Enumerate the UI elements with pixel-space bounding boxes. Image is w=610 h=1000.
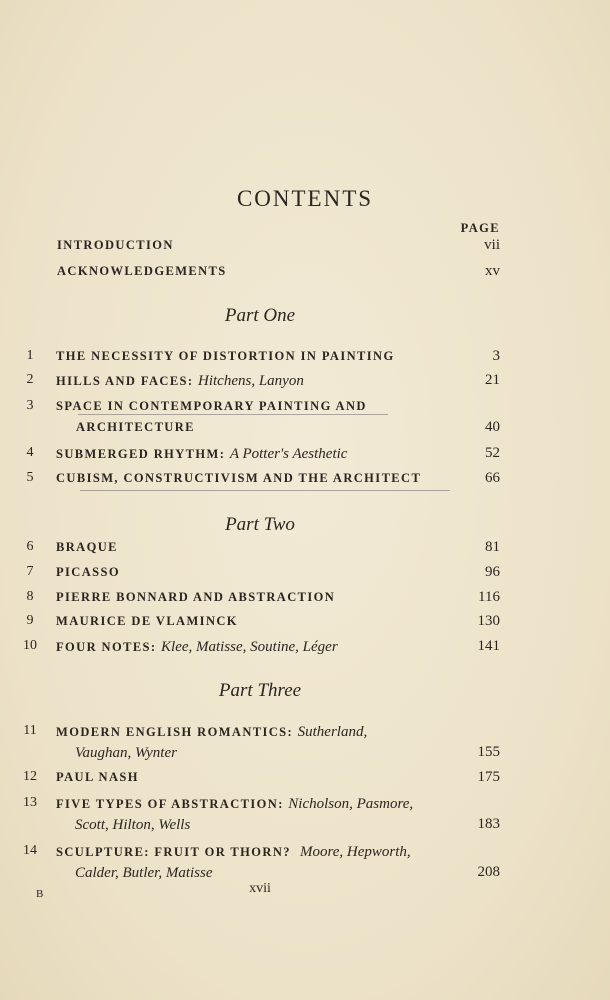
- part-heading-one: Part One: [224, 305, 296, 326]
- chapter-number: 9: [26, 613, 34, 628]
- chapter-number: 12: [23, 769, 37, 784]
- entry-page: xv: [485, 263, 500, 279]
- signature-mark: B: [36, 888, 44, 900]
- toc-entry-chapter: [0, 613, 610, 633]
- chapter-number: 3: [26, 398, 34, 413]
- chapter-page: 3: [492, 348, 500, 364]
- toc-entry-chapter: [0, 372, 610, 392]
- chapter-title: SPACE IN CONTEMPORARY PAINTING AND: [56, 399, 367, 413]
- toc-entry-chapter: [0, 843, 610, 863]
- toc-entry-chapter: [0, 723, 610, 743]
- part-heading-two: Part Two: [225, 514, 295, 535]
- chapter-page: 208: [477, 864, 500, 880]
- chapter-title: MODERN ENGLISH ROMANTICS: Sutherland,: [56, 724, 368, 740]
- toc-entry-chapter-continued: [0, 816, 610, 836]
- chapter-title: PIERRE BONNARD AND ABSTRACTION: [56, 590, 336, 604]
- page-title: CONTENTS: [236, 186, 374, 211]
- chapter-number: 11: [23, 723, 37, 738]
- toc-entry-chapter: [0, 638, 610, 658]
- chapter-number: 6: [26, 539, 34, 554]
- chapter-title: CUBISM, CONSTRUCTIVISM AND THE ARCHITECT: [56, 471, 422, 485]
- chapter-title-continued: Vaughan, Wynter: [75, 745, 177, 761]
- toc-entry-chapter: [0, 589, 610, 609]
- chapter-title: THE NECESSITY OF DISTORTION IN PAINTING: [56, 349, 395, 363]
- chapter-number: 13: [23, 795, 37, 810]
- chapter-title-continued: Scott, Hilton, Wells: [75, 817, 191, 833]
- chapter-page: 96: [485, 564, 500, 580]
- chapter-title: MAURICE DE VLAMINCK: [56, 614, 238, 628]
- chapter-number: 10: [23, 638, 37, 653]
- chapter-title: HILLS AND FACES: Hitchens, Lanyon: [56, 373, 304, 389]
- chapter-title: SCULPTURE: FRUIT OR THORN? Moore, Hepworth,: [56, 844, 411, 860]
- chapter-number: 5: [26, 470, 34, 485]
- chapter-title-continued: ARCHITECTURE: [76, 420, 195, 434]
- chapter-number: 2: [26, 372, 34, 387]
- toc-entry-chapter: [0, 470, 610, 490]
- chapter-page: 40: [485, 419, 500, 435]
- toc-entry-chapter: [0, 769, 610, 789]
- toc-entry-introduction: [0, 237, 610, 257]
- toc-entry-acknowledgements: [0, 263, 610, 283]
- toc-entry-chapter: [0, 398, 610, 418]
- pencil-underline: [80, 490, 450, 491]
- chapter-page: 66: [485, 470, 500, 486]
- toc-entry-chapter: [0, 539, 610, 559]
- chapter-page: 52: [485, 445, 500, 461]
- page-column-heading: PAGE: [460, 221, 500, 235]
- toc-entry-chapter: [0, 795, 610, 815]
- chapter-page: 21: [485, 372, 500, 388]
- pencil-underline: [78, 414, 388, 415]
- chapter-title: PICASSO: [56, 565, 120, 579]
- toc-entry-chapter-continued: [0, 744, 610, 764]
- entry-title: ACKNOWLEDGEMENTS: [57, 264, 227, 278]
- chapter-title-continued: Calder, Butler, Matisse: [75, 865, 213, 881]
- page-number: xvii: [249, 881, 271, 896]
- chapter-title: BRAQUE: [56, 540, 118, 554]
- chapter-page: 183: [477, 816, 500, 832]
- chapter-page: 130: [477, 613, 500, 629]
- chapter-page: 155: [477, 744, 500, 760]
- chapter-page: 81: [485, 539, 500, 555]
- entry-page: vii: [484, 237, 500, 253]
- chapter-number: 1: [26, 348, 34, 363]
- chapter-number: 14: [23, 843, 37, 858]
- chapter-title: SUBMERGED RHYTHM: A Potter's Aesthetic: [56, 446, 348, 462]
- chapter-number: 7: [26, 564, 34, 579]
- part-heading-three: Part Three: [218, 680, 302, 701]
- entry-title: INTRODUCTION: [57, 238, 174, 252]
- toc-entry-chapter-continued: [0, 419, 610, 439]
- chapter-title: FIVE TYPES OF ABSTRACTION: Nicholson, Pasmore,: [56, 796, 414, 812]
- toc-entry-chapter: [0, 348, 610, 368]
- chapter-number: 8: [26, 589, 34, 604]
- chapter-title: PAUL NASH: [56, 770, 139, 784]
- toc-entry-chapter: [0, 445, 610, 465]
- chapter-title: FOUR NOTES: Klee, Matisse, Soutine, Léger: [56, 639, 338, 655]
- toc-entry-chapter: [0, 564, 610, 584]
- chapter-page: 175: [477, 769, 500, 785]
- chapter-page: 116: [478, 589, 500, 605]
- chapter-number: 4: [26, 445, 34, 460]
- chapter-page: 141: [477, 638, 500, 654]
